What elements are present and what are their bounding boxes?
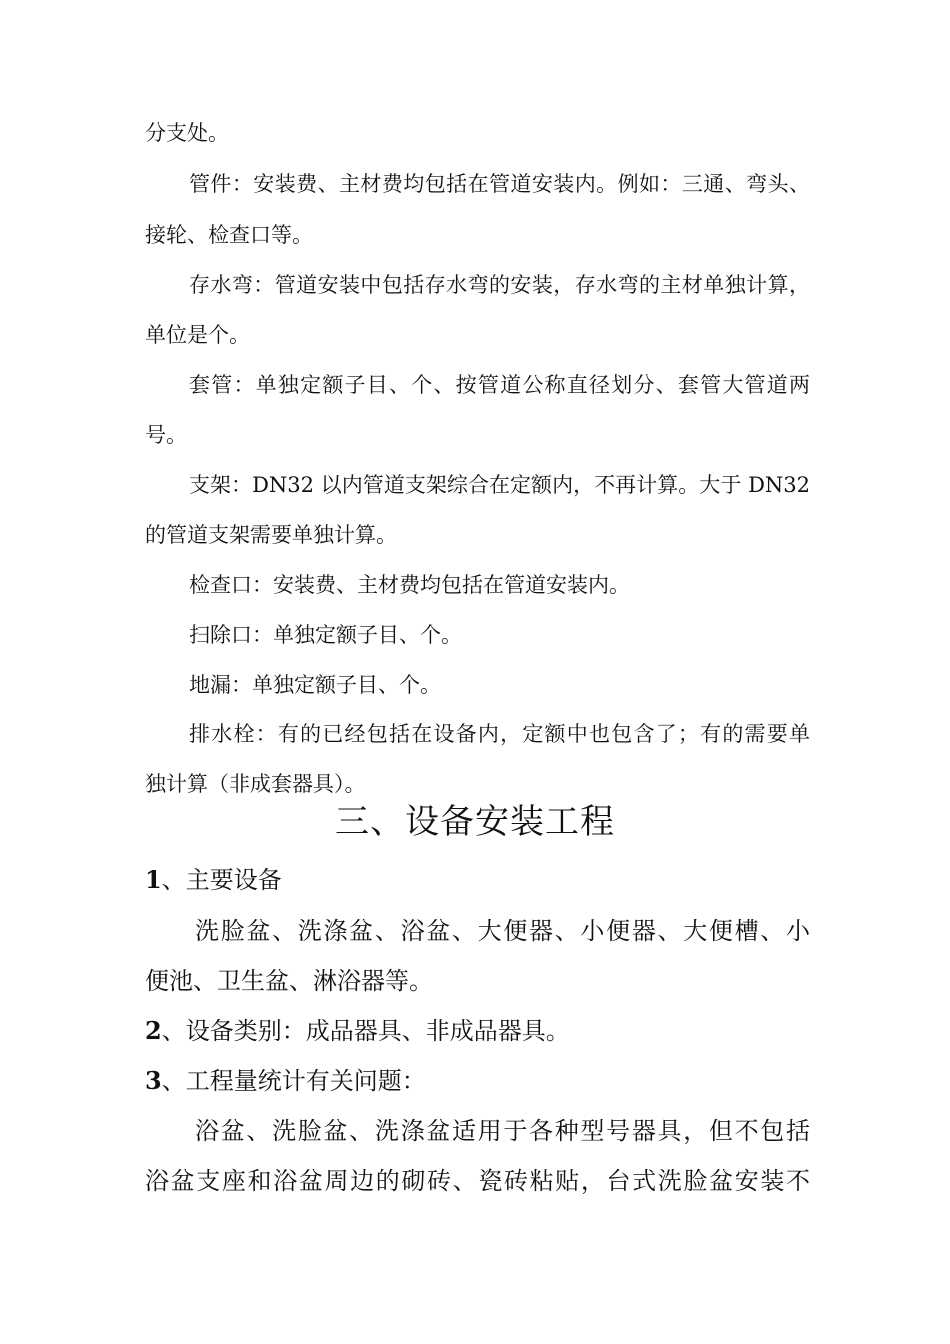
text-line: 浴盆支座和浴盆周边的砌砖、瓷砖粘贴，台式洗脸盆安装不 <box>145 1167 810 1195</box>
text-line: 便池、卫生盆、淋浴器等。 <box>145 967 433 995</box>
item-label: 、工程量统计有关问题： <box>161 1067 426 1095</box>
text-line: 接轮、检查口等。 <box>145 223 313 247</box>
text-line: 浴盆、洗脸盆、洗涤盆适用于各种型号器具，但不包括 <box>195 1117 810 1145</box>
text-line: 存水弯：管道安装中包括存水弯的安装，存水弯的主材单独计算， <box>189 273 810 297</box>
list-item-heading <box>145 1064 810 1098</box>
list-item-heading <box>145 863 810 897</box>
text-line: 的管道支架需要单独计算。 <box>145 523 397 547</box>
list-item-heading <box>145 1014 810 1048</box>
text-line: 号。 <box>145 423 187 447</box>
text-line: 支架：DN32 以内管道支架综合在定额内，不再计算。大于 DN32 <box>189 473 810 497</box>
item-number: 3 <box>145 1066 162 1095</box>
text-line: 单位是个。 <box>145 323 250 347</box>
item-number: 1 <box>145 865 162 894</box>
text-line: 洗脸盆、洗涤盆、浴盆、大便器、小便器、大便槽、小 <box>195 917 810 945</box>
text-line: 排水栓：有的已经包括在设备内，定额中也包含了；有的需要单 <box>189 722 810 746</box>
text-line: 管件：安装费、主材费均包括在管道安装内。例如：三通、弯头、 <box>189 172 810 196</box>
text-line: 独计算（非成套器具）。 <box>145 772 366 796</box>
text-line: 套管：单独定额子目、个、按管道公称直径划分、套管大管道两 <box>189 373 810 397</box>
text-line: 扫除口：单独定额子目、个。 <box>189 623 462 647</box>
section-heading: 三、设备安装工程 <box>335 802 615 842</box>
text-line: 分支处。 <box>145 121 229 145</box>
item-number: 2 <box>145 1016 162 1045</box>
item-label: 、主要设备 <box>161 866 282 894</box>
text-line: 地漏：单独定额子目、个。 <box>189 673 441 697</box>
item-label: 、设备类别：成品器具、非成品器具。 <box>161 1017 570 1045</box>
text-line: 检查口：安装费、主材费均包括在管道安装内。 <box>189 573 630 597</box>
